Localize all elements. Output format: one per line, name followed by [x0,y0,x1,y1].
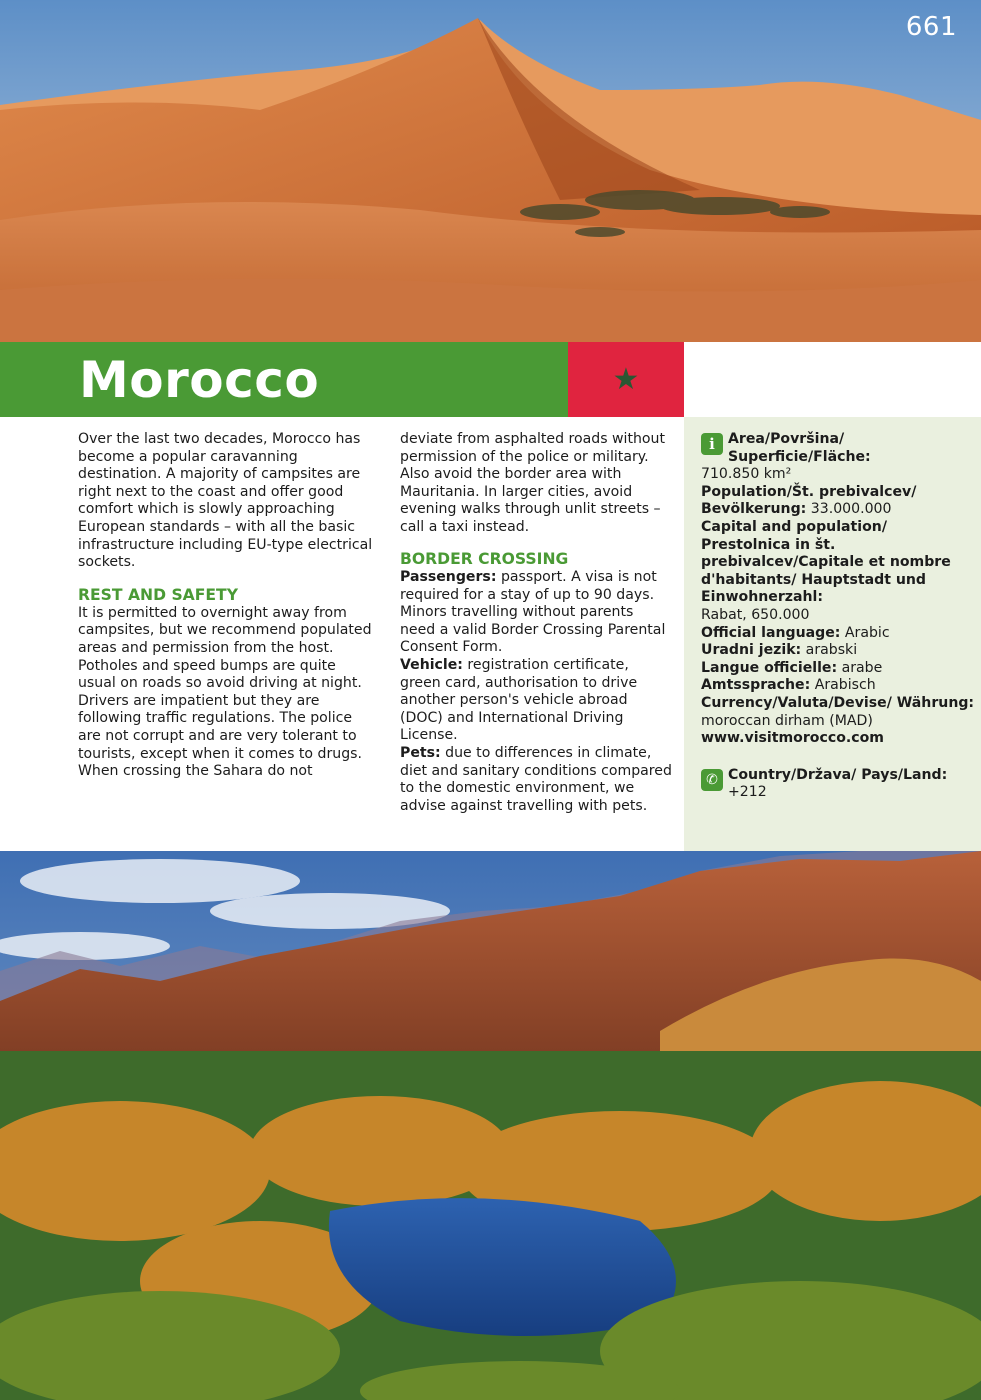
language-en: Official language: Arabic [701,624,890,641]
rest-safety-continued [400,431,672,536]
pets-label: Pets: [400,744,441,761]
flag-star-icon: ★ [612,362,640,397]
page-title: Morocco [79,351,320,409]
area-value: 710.850 km² [701,466,792,483]
page-number: 661 [905,12,957,42]
passengers-label: Passengers: [400,569,497,585]
pets-text: due to differences in climate, diet and sanitary conditions compared to the domestic environment, we advise against travelling with pets. [400,744,672,814]
rest-safety-text: It is permitted to overnight away from campsites, but we recommend populated areas and permission from the host. Potholes and speed bumps are quite usual on roads so avoid driving at night. Drivers are impatient but they are following traffic regulations. The police are not corrupt and are very tolerant to tourists, except when it comes to drugs. When crossing the Sahara do not [78,604,372,780]
language-sl: Uradni jezik: arabski [701,642,858,659]
passengers-text: passport. A visa is not required for a stay of up to 90 days. Minors travelling without parents need a valid Border Crossing Parental Consent Form. [400,569,666,656]
phone-icon: ✆ [701,769,723,791]
capital-value: Rabat, 650.000 [701,606,810,623]
column-1 [78,431,378,781]
column-2 [400,431,672,815]
border-crossing-heading: BORDER CROSSING [400,550,569,568]
language-fr: Langue officielle: arabe [701,659,883,676]
pets-paragraph [400,745,672,815]
oasis-mountain-valley-photo [0,851,981,1400]
info-column [701,431,977,802]
desert-dunes-image [0,0,981,342]
population: Population/Št. prebivalcev/ Bevölkerung: 33.000.000 [701,483,917,518]
desert-dunes-photo [0,0,981,342]
info-icon: i [701,433,723,455]
country-code [701,767,977,802]
rest-safety-heading: REST AND SAFETY [78,585,238,604]
country-code-text: Country/Država/ Pays/Land: +212 [728,766,948,801]
oasis-valley-image [0,851,981,1400]
website-link[interactable]: www.visitmorocco.com [701,730,884,747]
rest-safety-continued-text: deviate from asphalted roads without permission of the police or military. Also avoid the border area with Mauritania. In larger cities, avoid evening walks through unlit streets – call a taxi instead. [400,431,665,535]
country-facts [701,431,977,748]
vehicle-text: registration certificate, green card, authorisation to drive another person's vehicle abroad (DOC) and International Driving License. [400,656,638,744]
vehicle-label: Vehicle: [400,656,463,673]
language-de: Amtssprache: Arabisch [701,677,876,694]
vehicle-paragraph [400,657,672,745]
passengers-paragraph [400,569,672,657]
capital: Capital and population/ Prestolnica in št. prebivalcev/Capitale et nombre d'habitants/ Hauptstadt und Einwohnerzahl: [701,518,951,606]
area-label: Area/Površina/ Superficie/Fläche: [728,431,871,465]
currency: Currency/Valuta/Devise/ Währung: moroccan dirham (MAD) [701,694,975,729]
intro-text: Over the last two decades, Morocco has become a popular caravanning destination. A majority of campsites are right next to the coast and offer good comfort which is slowly approaching European standards – with all the basic infrastructure including EU-type electrical sockets. [78,431,373,571]
